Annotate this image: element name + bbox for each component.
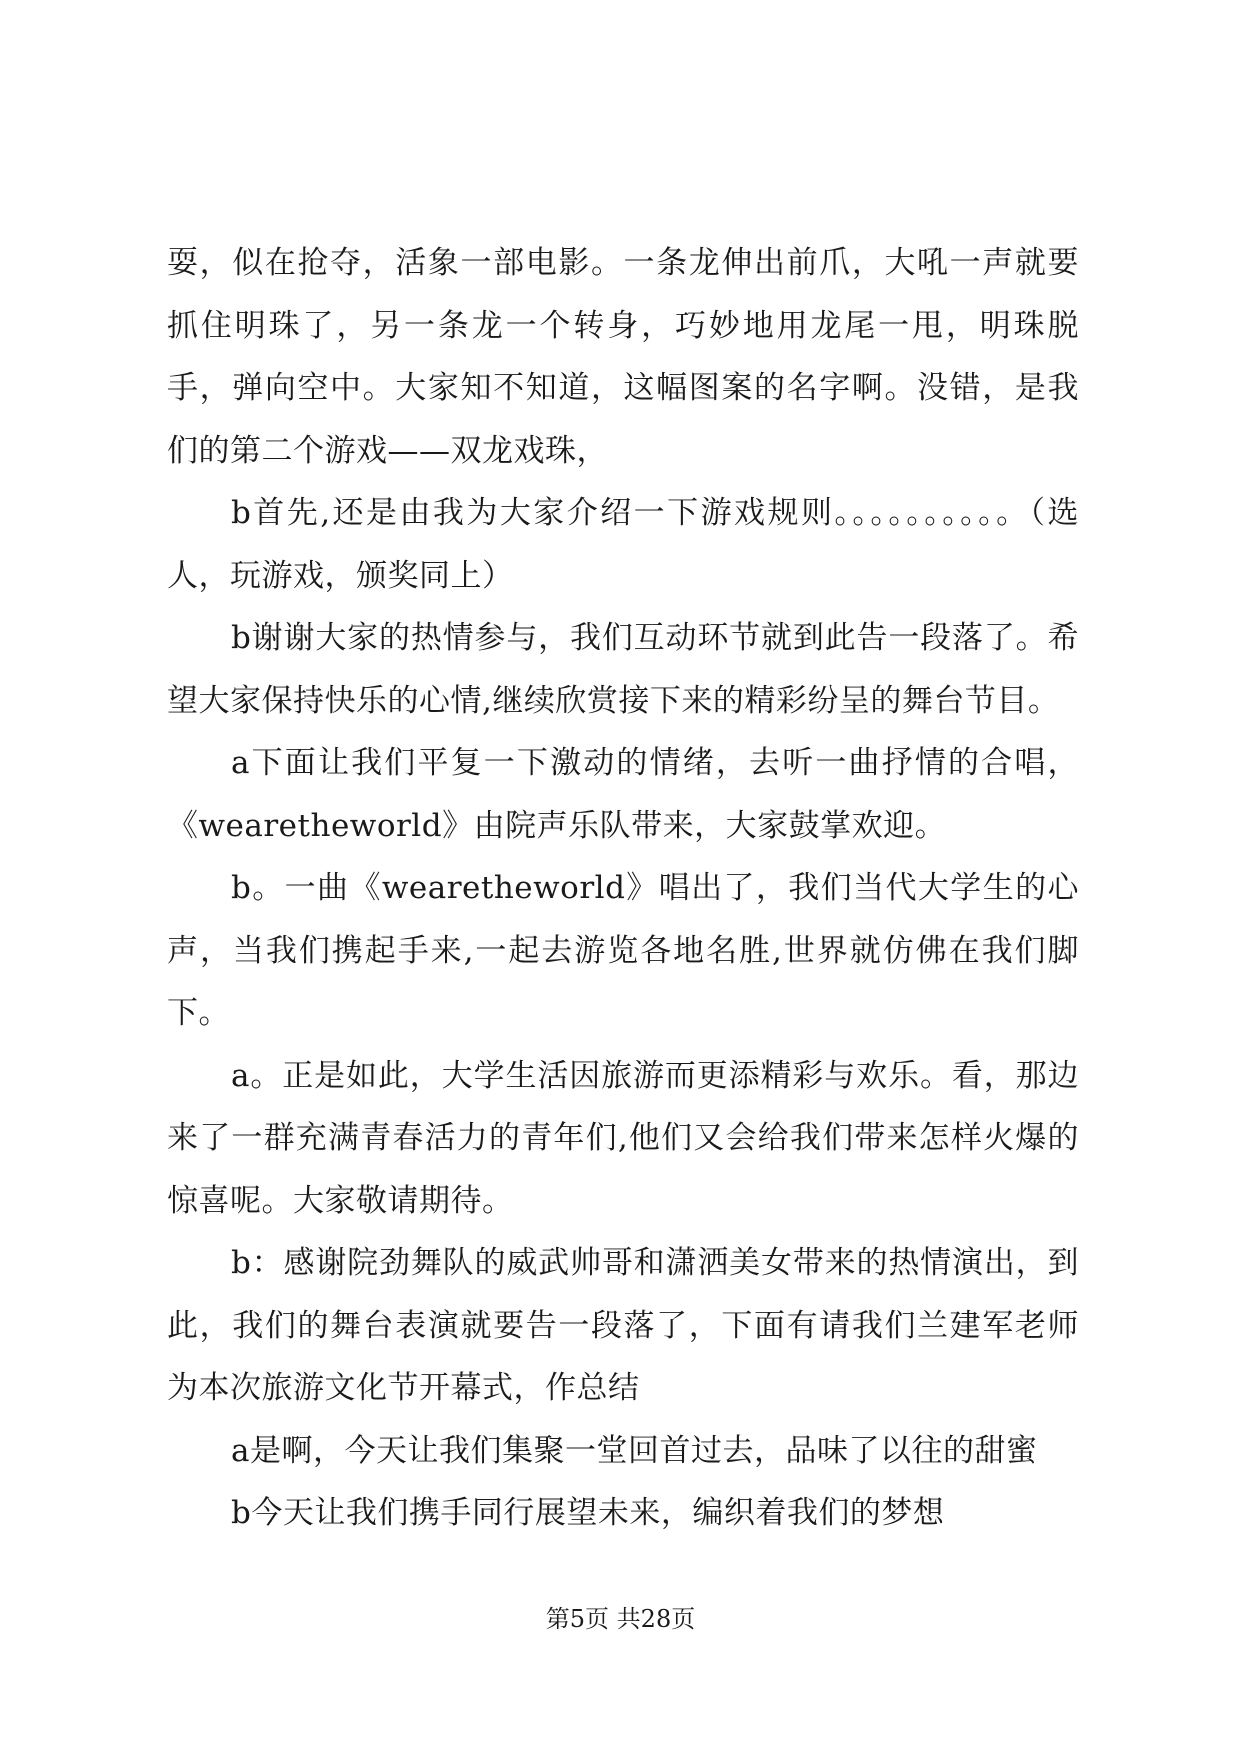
- page-footer: [0, 1604, 1241, 1634]
- paragraph-2: b首先,还是由我为大家介绍一下游戏规则。。。。。。。。。。（选人，玩游戏，颁奖同上）: [167, 495, 1079, 594]
- paragraph-3: b谢谢大家的热情参与，我们互动环节就到此告一段落了。希望大家保持快乐的心情,继续欣赏接下来的精彩纷呈的舞台节目。: [167, 620, 1079, 719]
- paragraph-6: a。正是如此，大学生活因旅游而更添精彩与欢乐。看，那边来了一群充满青春活力的青年们,他们又会给我们带来怎样火爆的惊喜呢。大家敬请期待。: [167, 1057, 1079, 1219]
- page-number-label: 第5页 共28页: [545, 1605, 696, 1633]
- paragraph-1: 耍，似在抢夺，活象一部电影。一条龙伸出前爪，大吼一声就要抓住明珠了，另一条龙一个转身，巧妙地用龙尾一甩，明珠脱手，弹向空中。大家知不知道，这幅图案的名字啊。没错，是我们的第二个游戏——双龙戏珠，: [167, 245, 1079, 469]
- document-body: [167, 232, 1079, 1545]
- paragraph-9: b今天让我们携手同行展望未来，编织着我们的梦想: [231, 1495, 945, 1531]
- paragraph-5: b。一曲《wearetheworld》唱出了，我们当代大学生的心声，当我们携起手来,一起去游览各地名胜,世界就仿佛在我们脚下。: [167, 870, 1079, 1031]
- paragraph-7: b：感谢院劲舞队的威武帅哥和潇洒美女带来的热情演出，到此，我们的舞台表演就要告一段落了，下面有请我们兰建军老师为本次旅游文化节开幕式，作总结: [167, 1245, 1079, 1406]
- paragraph-8: a是啊，今天让我们集聚一堂回首过去，品味了以往的甜蜜: [231, 1432, 1038, 1469]
- paragraph-4: a下面让我们平复一下激动的情绪，去听一曲抒情的合唱，《wearetheworld》由院声乐队带来，大家鼓掌欢迎。: [167, 745, 1079, 844]
